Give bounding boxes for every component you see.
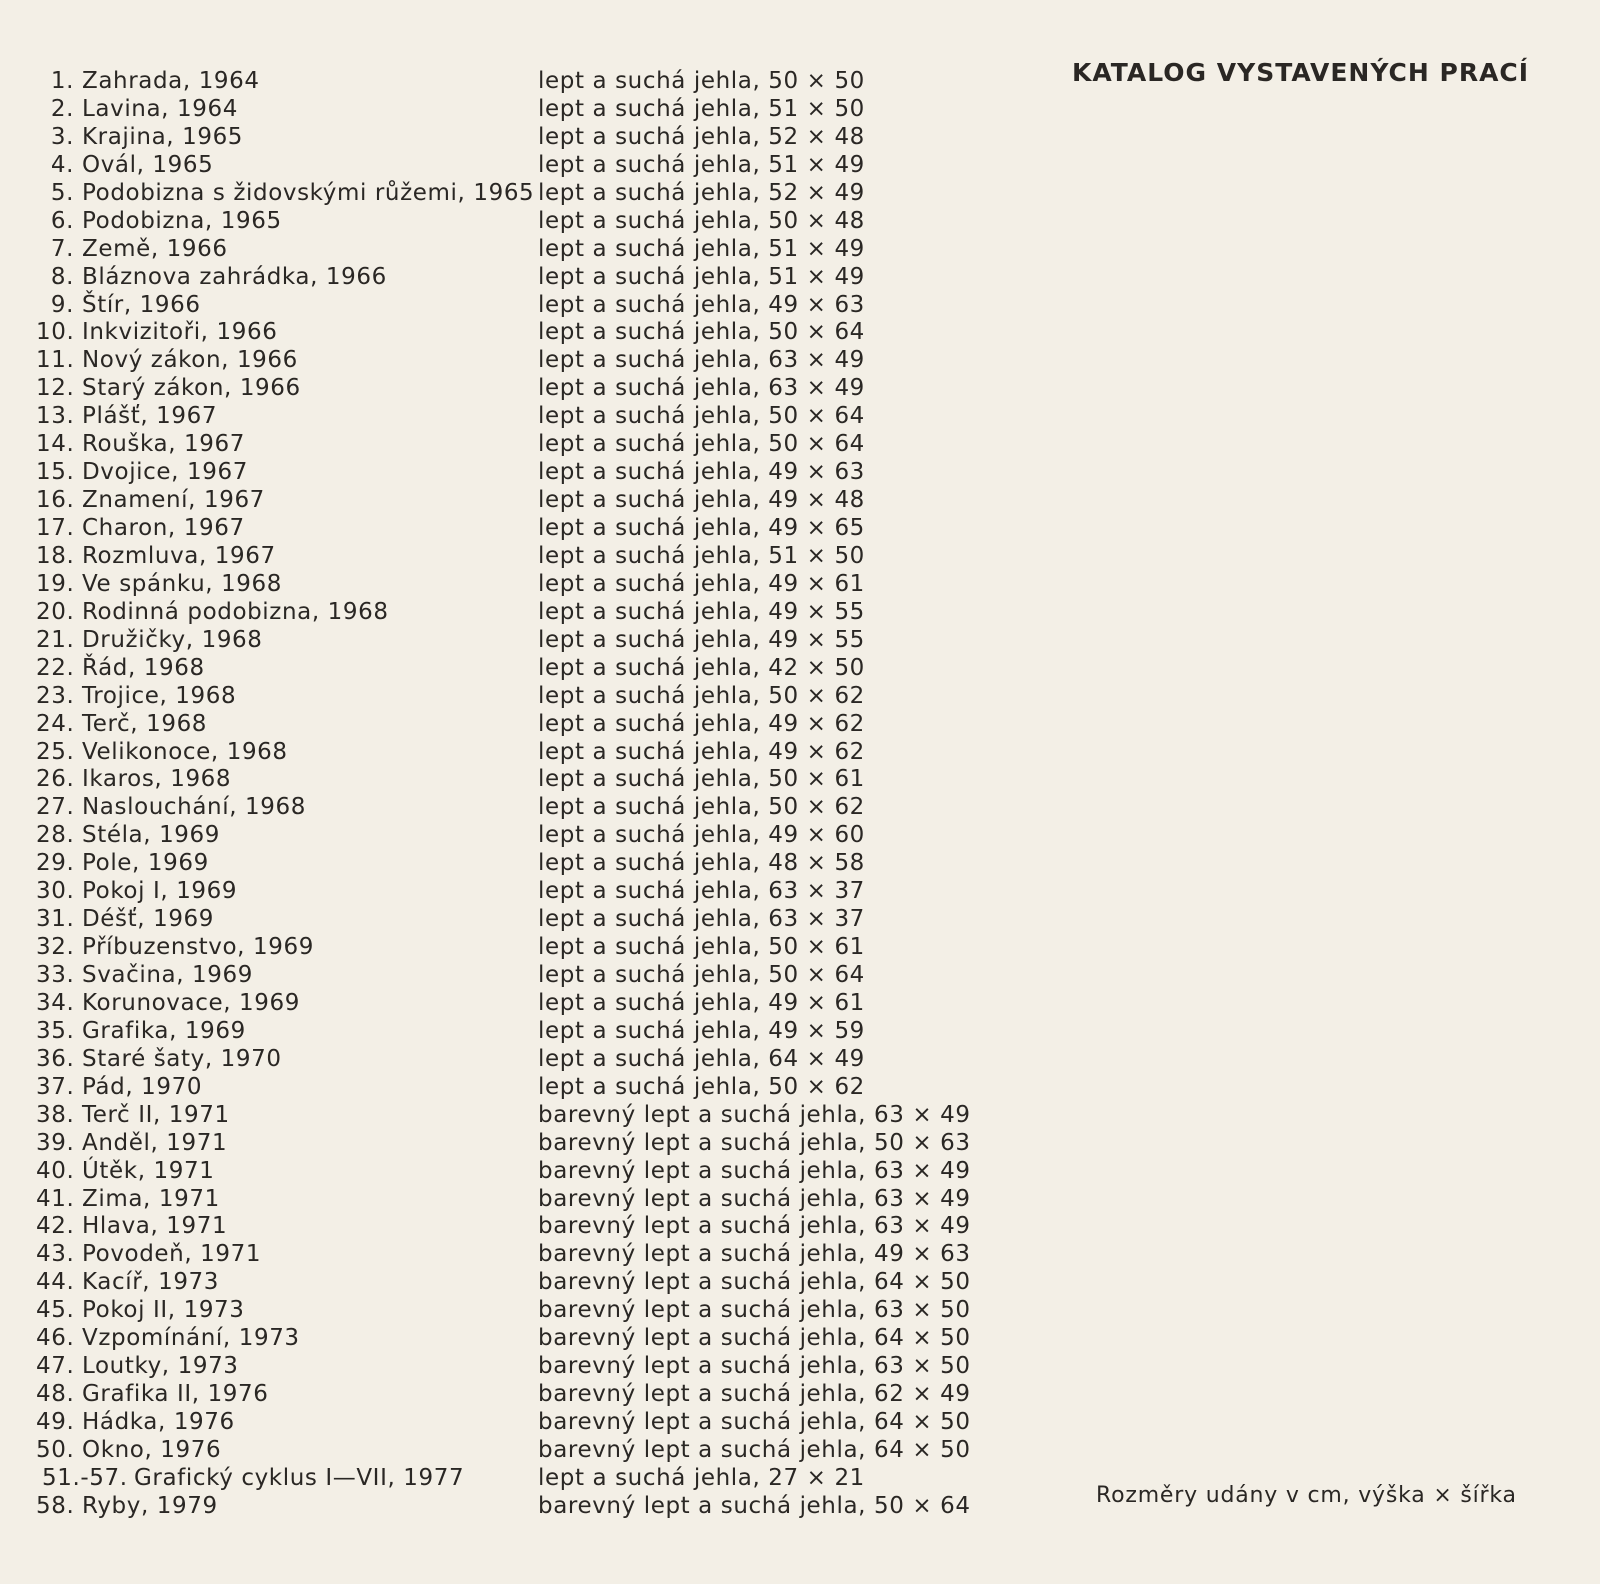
list-item	[36, 1493, 996, 1521]
entry-title: Země, 1966	[82, 235, 228, 262]
entry-title: Pokoj II, 1973	[82, 1297, 245, 1324]
entry-title: Hádka, 1976	[82, 1409, 235, 1435]
entry-technique: lept a suchá jehla, 51 × 49	[538, 151, 865, 178]
list-item	[36, 627, 996, 655]
entry-number: 42.	[36, 1213, 75, 1240]
entry-title: Pokoj I, 1969	[82, 878, 238, 905]
entry-number: 3.	[50, 123, 74, 150]
entry-title: Nový zákon, 1966	[82, 347, 298, 374]
list-item	[36, 375, 996, 403]
entry-number: 2.	[50, 95, 74, 122]
entry-technique: barevný lept a suchá jehla, 63 × 50	[538, 1297, 971, 1324]
entry-title: Dvojice, 1967	[82, 459, 248, 486]
entry-technique: lept a suchá jehla, 51 × 50	[538, 542, 865, 569]
entry-number: 40.	[36, 1157, 75, 1184]
entry-number: 46.	[36, 1325, 75, 1352]
entry-technique: lept a suchá jehla, 49 × 61	[538, 570, 865, 597]
entry-technique: barevný lept a suchá jehla, 63 × 49	[538, 1185, 971, 1212]
entry-number: 23.	[36, 682, 75, 709]
entry-title: Podobizna s židovskými růžemi, 1965	[82, 179, 535, 206]
list-item	[36, 264, 996, 292]
catalog-list	[36, 68, 996, 1521]
list-item	[36, 906, 996, 934]
list-item	[36, 403, 996, 431]
entry-title: Starý zákon, 1966	[82, 375, 301, 402]
entry-technique: lept a suchá jehla, 49 × 63	[538, 459, 865, 486]
list-item	[36, 571, 996, 599]
list-item	[36, 1046, 996, 1074]
entry-technique: lept a suchá jehla, 50 × 61	[538, 766, 865, 793]
list-item	[36, 180, 996, 208]
entry-title: Ryby, 1979	[82, 1492, 218, 1519]
entry-number: 58.	[36, 1492, 75, 1519]
entry-title: Lavina, 1964	[82, 95, 238, 122]
list-item	[36, 599, 996, 627]
list-item	[36, 1241, 996, 1269]
entry-title: Zahrada, 1964	[82, 68, 260, 94]
entry-title: Svačina, 1969	[82, 962, 253, 988]
entry-technique: lept a suchá jehla, 50 × 48	[538, 207, 865, 234]
entry-technique: lept a suchá jehla, 64 × 49	[538, 1045, 865, 1072]
entry-title: Loutky, 1973	[82, 1353, 239, 1380]
entry-title: Grafický cyklus I—VII, 1977	[134, 1464, 465, 1491]
entry-technique: lept a suchá jehla, 63 × 49	[538, 347, 865, 374]
entry-technique: barevný lept a suchá jehla, 64 × 50	[538, 1409, 971, 1435]
list-item	[36, 1297, 996, 1325]
entry-number: 27.	[36, 794, 75, 821]
entry-number: 32.	[36, 934, 75, 961]
list-item	[36, 683, 996, 711]
entry-number: 19.	[36, 570, 75, 597]
entry-title: Ikaros, 1968	[82, 766, 232, 793]
entry-title: Hlava, 1971	[82, 1213, 228, 1240]
entry-technique: lept a suchá jehla, 63 × 37	[538, 878, 865, 905]
entry-number: 26.	[36, 766, 75, 793]
entry-technique: lept a suchá jehla, 49 × 60	[538, 822, 865, 849]
entry-number: 39.	[36, 1129, 75, 1156]
entry-number: 14.	[36, 431, 75, 458]
list-item	[36, 124, 996, 152]
entry-technique: lept a suchá jehla, 49 × 48	[538, 487, 865, 514]
entry-technique: lept a suchá jehla, 50 × 62	[538, 794, 865, 821]
entry-number: 33.	[36, 962, 75, 988]
entry-number: 31.	[36, 906, 75, 933]
entry-title: Řád, 1968	[82, 654, 205, 681]
entry-number: 5.	[50, 179, 74, 206]
list-item	[36, 152, 996, 180]
entry-technique: lept a suchá jehla, 50 × 50	[538, 68, 865, 94]
list-item	[36, 1437, 996, 1465]
entry-technique: lept a suchá jehla, 50 × 64	[538, 319, 865, 346]
entry-technique: lept a suchá jehla, 52 × 48	[538, 123, 865, 150]
entry-number: 51.-57.	[42, 1464, 128, 1491]
list-item	[36, 1269, 996, 1297]
entry-title: Bláznova zahrádka, 1966	[82, 263, 387, 290]
entry-title: Podobizna, 1965	[82, 207, 282, 234]
entry-number: 38.	[36, 1101, 75, 1128]
entry-title: Pole, 1969	[82, 850, 209, 877]
entry-title: Déšť, 1969	[82, 906, 215, 933]
list-item	[36, 850, 996, 878]
entry-number: 22.	[36, 654, 75, 681]
list-item	[36, 515, 996, 543]
entry-number: 8.	[50, 263, 74, 290]
entry-title: Inkvizitoři, 1966	[82, 319, 278, 346]
dimensions-note: Rozměry udány v cm, výška × šířka	[1096, 1483, 1517, 1508]
entry-title: Korunovace, 1969	[82, 989, 300, 1016]
entry-title: Okno, 1976	[82, 1436, 222, 1463]
list-item	[36, 236, 996, 264]
page-title: KATALOG VYSTAVENÝCH PRACÍ	[1072, 58, 1530, 87]
entry-title: Rodinná podobizna, 1968	[82, 598, 389, 625]
entry-technique: barevný lept a suchá jehla, 64 × 50	[538, 1269, 971, 1296]
entry-technique: lept a suchá jehla, 51 × 49	[538, 235, 865, 262]
entry-technique: lept a suchá jehla, 42 × 50	[538, 654, 865, 681]
entry-technique: lept a suchá jehla, 49 × 62	[538, 738, 865, 765]
entry-title: Ovál, 1965	[82, 151, 214, 178]
list-item	[36, 990, 996, 1018]
list-item	[36, 68, 996, 96]
entry-title: Krajina, 1965	[82, 123, 244, 150]
entry-title: Grafika II, 1976	[82, 1381, 269, 1408]
entry-number: 7.	[50, 235, 74, 262]
list-item	[36, 878, 996, 906]
entry-number: 44.	[36, 1269, 75, 1296]
list-item	[36, 487, 996, 515]
entry-number: 48.	[36, 1381, 75, 1408]
entry-number: 1.	[50, 68, 74, 94]
entry-technique: barevný lept a suchá jehla, 64 × 50	[538, 1436, 971, 1463]
entry-technique: lept a suchá jehla, 63 × 37	[538, 906, 865, 933]
entry-technique: barevný lept a suchá jehla, 50 × 63	[538, 1129, 971, 1156]
entry-technique: barevný lept a suchá jehla, 63 × 49	[538, 1213, 971, 1240]
list-item	[36, 431, 996, 459]
entry-title: Příbuzenstvo, 1969	[82, 934, 314, 961]
list-item	[36, 1158, 996, 1186]
entry-number: 43.	[36, 1241, 75, 1268]
list-item	[36, 1018, 996, 1046]
entry-title: Útěk, 1971	[82, 1157, 215, 1184]
list-item	[36, 319, 996, 347]
entry-number: 13.	[36, 403, 75, 430]
entry-technique: lept a suchá jehla, 27 × 21	[538, 1464, 865, 1491]
entry-technique: lept a suchá jehla, 49 × 63	[538, 291, 865, 318]
entry-title: Zima, 1971	[82, 1185, 220, 1212]
entry-technique: barevný lept a suchá jehla, 49 × 63	[538, 1241, 971, 1268]
entry-title: Stéla, 1969	[82, 822, 221, 849]
entry-technique: lept a suchá jehla, 52 × 49	[538, 179, 865, 206]
list-item	[36, 292, 996, 320]
entry-number: 10.	[36, 319, 75, 346]
entry-number: 45.	[36, 1297, 75, 1324]
entry-number: 35.	[36, 1017, 75, 1044]
entry-number: 50.	[36, 1436, 75, 1463]
entry-technique: barevný lept a suchá jehla, 63 × 49	[538, 1101, 971, 1128]
entry-technique: lept a suchá jehla, 49 × 55	[538, 626, 865, 653]
entry-title: Anděl, 1971	[82, 1129, 228, 1156]
list-item	[36, 794, 996, 822]
entry-number: 47.	[36, 1353, 75, 1380]
entry-technique: lept a suchá jehla, 49 × 55	[538, 598, 865, 625]
entry-title: Trojice, 1968	[82, 682, 237, 709]
entry-number: 12.	[36, 375, 75, 402]
list-item	[36, 1325, 996, 1353]
entry-title: Rouška, 1967	[82, 431, 245, 458]
list-item	[36, 1130, 996, 1158]
list-item	[36, 711, 996, 739]
list-item	[36, 96, 996, 124]
list-item	[36, 543, 996, 571]
entry-title: Povodeň, 1971	[82, 1241, 262, 1268]
entry-title: Vzpomínání, 1973	[82, 1325, 300, 1352]
entry-technique: barevný lept a suchá jehla, 63 × 50	[538, 1353, 971, 1380]
entry-number: 24.	[36, 710, 75, 737]
entry-title: Štír, 1966	[82, 291, 201, 318]
entry-number: 37.	[36, 1073, 75, 1100]
list-item	[36, 1074, 996, 1102]
entry-title: Družičky, 1968	[82, 626, 263, 653]
entry-technique: lept a suchá jehla, 51 × 49	[538, 263, 865, 290]
entry-title: Staré šaty, 1970	[82, 1045, 282, 1072]
list-item	[36, 1186, 996, 1214]
entry-title: Naslouchání, 1968	[82, 794, 306, 821]
entry-title: Charon, 1967	[82, 515, 245, 541]
entry-number: 17.	[36, 515, 75, 541]
entry-technique: lept a suchá jehla, 63 × 49	[538, 375, 865, 402]
entry-number: 49.	[36, 1409, 75, 1435]
entry-technique: lept a suchá jehla, 50 × 62	[538, 682, 865, 709]
entry-title: Velikonoce, 1968	[82, 738, 288, 765]
entry-technique: lept a suchá jehla, 50 × 64	[538, 431, 865, 458]
entry-number: 9.	[50, 291, 74, 318]
entry-number: 29.	[36, 850, 75, 877]
list-item	[36, 208, 996, 236]
entry-number: 18.	[36, 542, 75, 569]
entry-number: 41.	[36, 1185, 75, 1212]
entry-number: 36.	[36, 1045, 75, 1072]
entry-technique: lept a suchá jehla, 48 × 58	[538, 850, 865, 877]
entry-number: 11.	[36, 347, 75, 374]
list-item	[36, 1381, 996, 1409]
entry-title: Ve spánku, 1968	[82, 570, 283, 597]
entry-technique: lept a suchá jehla, 50 × 64	[538, 962, 865, 988]
list-item	[36, 934, 996, 962]
list-item	[36, 1213, 996, 1241]
entry-technique: lept a suchá jehla, 49 × 65	[538, 515, 865, 541]
entry-title: Terč, 1968	[82, 710, 208, 737]
entry-technique: lept a suchá jehla, 50 × 62	[538, 1073, 865, 1100]
entry-technique: barevný lept a suchá jehla, 62 × 49	[538, 1381, 971, 1408]
list-item	[36, 822, 996, 850]
entry-title: Rozmluva, 1967	[82, 542, 276, 569]
entry-number: 21.	[36, 626, 75, 653]
entry-title: Pád, 1970	[82, 1073, 203, 1100]
entry-number: 34.	[36, 989, 75, 1016]
list-item	[36, 1102, 996, 1130]
list-item	[36, 655, 996, 683]
list-item	[36, 962, 996, 990]
entry-title: Kacíř, 1973	[82, 1269, 220, 1296]
list-item	[36, 347, 996, 375]
entry-technique: barevný lept a suchá jehla, 63 × 49	[538, 1157, 971, 1184]
entry-number: 30.	[36, 878, 75, 905]
list-item	[36, 739, 996, 767]
entry-technique: lept a suchá jehla, 50 × 64	[538, 403, 865, 430]
entry-number: 25.	[36, 738, 75, 765]
entry-number: 4.	[50, 151, 74, 178]
entry-number: 28.	[36, 822, 75, 849]
list-item	[36, 766, 996, 794]
entry-technique: lept a suchá jehla, 49 × 59	[538, 1017, 865, 1044]
entry-number: 6.	[50, 207, 74, 234]
list-item	[36, 1409, 996, 1437]
entry-technique: lept a suchá jehla, 49 × 61	[538, 989, 865, 1016]
entry-technique: barevný lept a suchá jehla, 50 × 64	[538, 1492, 971, 1519]
entry-technique: barevný lept a suchá jehla, 64 × 50	[538, 1325, 971, 1352]
entry-title: Znamení, 1967	[82, 487, 265, 514]
entry-technique: lept a suchá jehla, 51 × 50	[538, 95, 865, 122]
entry-number: 15.	[36, 459, 75, 486]
entry-number: 20.	[36, 598, 75, 625]
entry-technique: lept a suchá jehla, 50 × 61	[538, 934, 865, 961]
entry-technique: lept a suchá jehla, 49 × 62	[538, 710, 865, 737]
list-item	[36, 1353, 996, 1381]
entry-number: 16.	[36, 487, 75, 514]
entry-title: Grafika, 1969	[82, 1017, 246, 1044]
entry-title: Plášť, 1967	[82, 403, 218, 430]
list-item	[36, 1465, 996, 1493]
list-item	[36, 459, 996, 487]
entry-title: Terč II, 1971	[82, 1101, 230, 1128]
